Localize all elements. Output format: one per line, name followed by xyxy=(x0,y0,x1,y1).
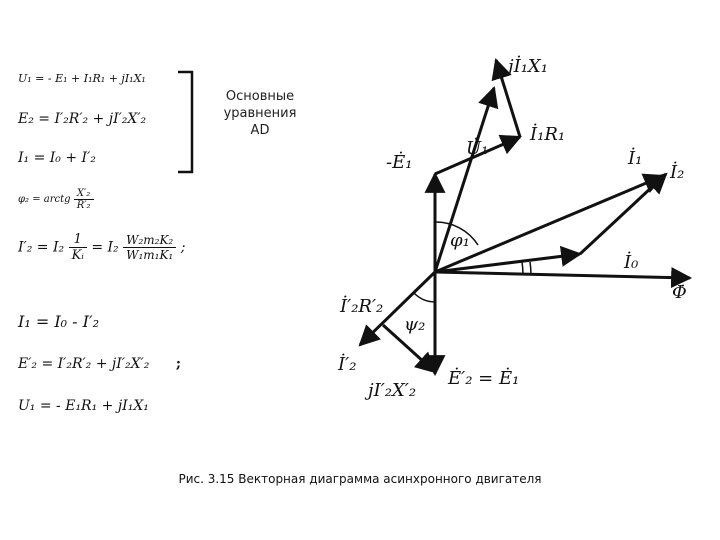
label-i0: İ₀ xyxy=(624,252,639,273)
small-angle-arc-1 xyxy=(522,262,523,274)
equation-voltage-stator-top xyxy=(18,72,146,85)
fraction-denominator: W₁m₁K₁ xyxy=(126,248,174,262)
equation-fraction-2 xyxy=(123,233,176,262)
equation-phase-angle xyxy=(18,188,94,211)
equation-emf-rotor-top xyxy=(18,111,146,127)
equation-terminator: ; xyxy=(180,239,186,256)
fraction-denominator: Kᵢ xyxy=(71,248,84,263)
label-phi: Φ̇ xyxy=(672,282,687,303)
vector-diagram xyxy=(308,40,708,400)
equation-text: = I₂ xyxy=(91,239,119,256)
fraction-numerator: 1 xyxy=(69,232,87,248)
psi2-arc xyxy=(414,293,435,302)
equation-fraction-1 xyxy=(69,232,87,263)
equation-voltage-stator xyxy=(18,398,149,414)
label-i2: İ₂ xyxy=(670,162,685,183)
label-ji2x2: jI′₂X′₂ xyxy=(368,380,417,400)
equation-emf-rotor xyxy=(18,356,181,372)
equation-current-balance xyxy=(18,312,99,331)
label-ji1x1: jİ₁X₁ xyxy=(508,56,548,77)
equation-terminator: ; xyxy=(175,356,181,372)
equation-text: φ₂ = arctg xyxy=(18,194,71,205)
equation-text: E′₂ = I′₂R′₂ + jI′₂X′₂ xyxy=(18,356,150,372)
right-brace xyxy=(176,68,206,178)
small-angle-arc-2 xyxy=(530,262,531,274)
label-i2-prime: İ′₂ xyxy=(338,354,357,375)
label-psi2: ψ₂ xyxy=(404,314,426,335)
label-i1: İ₁ xyxy=(628,148,643,169)
label-u1: U̇₁ xyxy=(466,138,489,159)
equation-text: U₁ = - E₁ + I₁R₁ + jI₁X₁ xyxy=(18,72,146,85)
fraction-numerator: W₂m₂K₂ xyxy=(123,233,176,248)
fraction-numerator: X′₂ xyxy=(74,188,94,200)
equation-current-balance-top xyxy=(18,150,96,166)
label-minus-e1: -Ė₁ xyxy=(386,152,413,173)
equation-text: I′₂ = I₂ xyxy=(18,239,65,256)
figure-caption: Рис. 3.15 Векторная диаграмма асинхронного двигателя xyxy=(178,472,542,486)
brace-note: Основные уравнения AD xyxy=(223,89,297,138)
fraction-denominator: R′₂ xyxy=(76,200,91,211)
equation-text: I₁ = I₀ + I′₂ xyxy=(18,150,96,166)
equation-rotor-current-referred xyxy=(18,232,185,263)
label-phi1: φ₁ xyxy=(450,230,470,251)
label-e2-eq-e1: Ė′₂ = Ė₁ xyxy=(448,368,520,389)
flux-vector xyxy=(435,272,690,278)
label-i2r2: İ′₂R′₂ xyxy=(340,296,384,317)
equation-fraction xyxy=(74,188,94,211)
equation-text: E₂ = I′₂R′₂ + jI′₂X′₂ xyxy=(18,111,147,127)
equation-text: I₁ = I₀ - I′₂ xyxy=(18,312,99,331)
label-i1r1: İ₁R₁ xyxy=(530,124,566,145)
i2-vector xyxy=(580,174,666,254)
equation-text: U₁ = - E₁R₁ + jI₁X₁ xyxy=(18,398,149,414)
